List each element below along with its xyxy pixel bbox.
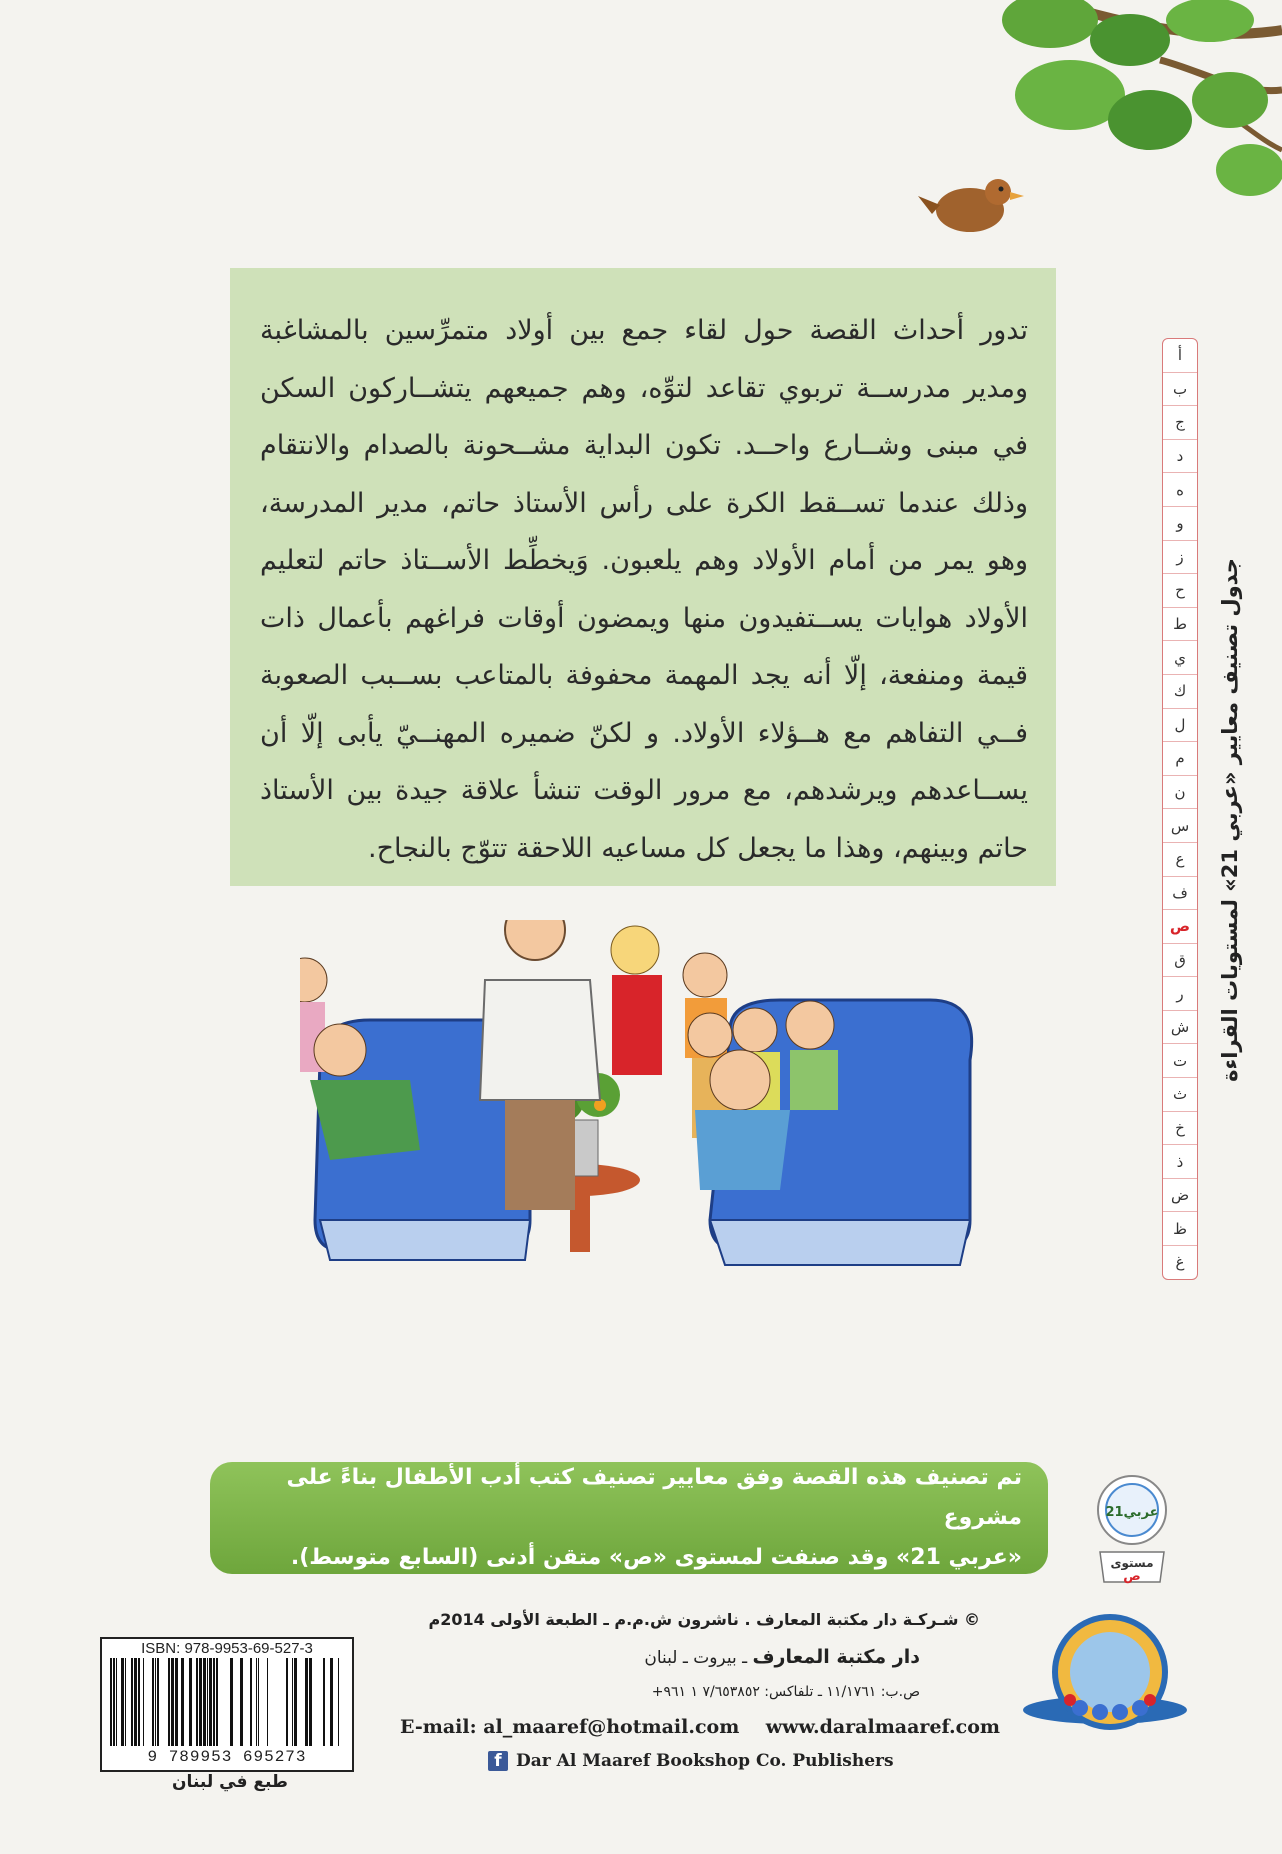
tree-branch-illustration xyxy=(820,0,1282,260)
barcode-bar xyxy=(134,1658,137,1746)
bird-icon xyxy=(918,179,1024,232)
badge-label: مستوى xyxy=(1110,1556,1154,1570)
barcode-bar xyxy=(286,1658,288,1746)
reading-level-letter: ي xyxy=(1163,641,1197,675)
badge-level: ص xyxy=(1123,1569,1141,1584)
reading-level-letter: و xyxy=(1163,507,1197,541)
reading-level-letter: ر xyxy=(1163,977,1197,1011)
pobox-line: ص.ب: ١١/١٧٦١ ـ تلفاكس: ٧/٦٥٣٨٥٢ ١ ٩٦١+ xyxy=(651,1684,920,1700)
reading-level-letter: ب xyxy=(1163,373,1197,407)
reading-level-strip xyxy=(1162,338,1198,1280)
reading-level-letter: ك xyxy=(1163,675,1197,709)
barcode-bar xyxy=(143,1658,144,1746)
facebook-icon: f xyxy=(488,1751,508,1771)
reading-level-letter: ت xyxy=(1163,1044,1197,1078)
barcode-bar xyxy=(152,1658,154,1746)
barcode-bar xyxy=(110,1658,112,1746)
website-link[interactable]: www.daralmaaref.com xyxy=(765,1716,1000,1738)
contact-line xyxy=(400,1716,1000,1738)
barcode-bar xyxy=(157,1658,159,1746)
barcode-bar xyxy=(240,1658,243,1746)
barcode-bar xyxy=(199,1658,202,1746)
cover-illustration xyxy=(300,920,980,1420)
barcode-bar xyxy=(230,1658,233,1746)
badge-brand: عربي21 xyxy=(1105,1505,1159,1520)
barcode-bar xyxy=(213,1658,215,1746)
reading-level-letter: ج xyxy=(1163,406,1197,440)
barcode-bar xyxy=(256,1658,257,1746)
publisher-logo xyxy=(1010,1600,1190,1750)
reading-level-letter: ذ xyxy=(1163,1145,1197,1179)
barcode-bar xyxy=(113,1658,115,1746)
copyright-line: © شـركـة دار مكتبة المعارف . ناشرون ش.م.م ـ الطبعة الأولى 2014م xyxy=(428,1610,980,1629)
publisher-name: دار مكتبة المعارف xyxy=(752,1646,920,1668)
classification-line-1: تم تصنيف هذه القصة وفق معايير تصنيف كتب أدب الأطفال بناءً على مشروع xyxy=(286,1465,1022,1530)
barcode-bar xyxy=(189,1658,192,1746)
barcode-bar xyxy=(267,1658,268,1746)
barcode-bar xyxy=(309,1658,312,1746)
reading-level-letter: د xyxy=(1163,440,1197,474)
barcode-bar xyxy=(125,1658,126,1746)
barcode-bar xyxy=(116,1658,117,1746)
classification-banner xyxy=(210,1462,1048,1574)
publisher-location: ـ بيروت ـ لبنان xyxy=(644,1648,748,1668)
barcode-bar xyxy=(196,1658,198,1746)
barcode-bar xyxy=(203,1658,206,1746)
reading-level-letter: ه xyxy=(1163,473,1197,507)
barcode-bar xyxy=(323,1658,325,1746)
barcode-number: 9 789953 695273 xyxy=(147,1748,307,1766)
barcode-bar xyxy=(338,1658,339,1746)
email-link[interactable]: al_maaref@hotmail.com xyxy=(483,1716,740,1738)
reading-level-letter: خ xyxy=(1163,1112,1197,1146)
barcode-bar xyxy=(168,1658,170,1746)
reading-level-letter: ث xyxy=(1163,1078,1197,1112)
email-label: E-mail: xyxy=(400,1716,477,1738)
barcode-bar xyxy=(292,1658,293,1746)
barcode-bar xyxy=(258,1658,259,1746)
barcode-bar xyxy=(171,1658,174,1746)
reading-level-letter: ش xyxy=(1163,1011,1197,1045)
reading-level-letter: ع xyxy=(1163,843,1197,877)
reading-level-letter: ف xyxy=(1163,877,1197,911)
reading-level-letter: م xyxy=(1163,742,1197,776)
reading-level-letter: غ xyxy=(1175,1253,1185,1272)
reading-level-letter: ق xyxy=(1163,944,1197,978)
printed-in-label: طبع في لبنان xyxy=(172,1772,288,1792)
reading-level-letter: س xyxy=(1163,809,1197,843)
reading-level-letter: ن xyxy=(1163,776,1197,810)
barcode-bar xyxy=(181,1658,184,1746)
barcode-bar xyxy=(175,1658,178,1746)
facebook-line[interactable] xyxy=(488,1751,988,1771)
isbn-text: ISBN: 978-9953-69-527-3 xyxy=(141,1640,313,1657)
classification-line-2: «عربي 21» وقد صنفت لمستوى «ص» متقن أدنى (السابع متوسط). xyxy=(290,1545,1022,1570)
barcode-bar xyxy=(294,1658,297,1746)
barcode-bar xyxy=(138,1658,140,1746)
publisher-name-line xyxy=(380,1646,920,1668)
synopsis-text: تدور أحداث القصة حول لقاء جمع بين أولاد متمرِّسين بالمشاغبة ومدير مدرســة تربوي تقاعد لتوِّه، وهم جميعهم يتشــاركون السكن في مبنى وشــارع واحــد. تكون البداية مشــحونة بالصدام والانتقام وذلك عندما تســقط الكرة على رأس الأستاذ حاتم، مدير المدرسة، وهو يمر من أمام الأولاد وهم يلعبون. وَيخطِّط الأســتاذ حاتم لتعليم الأولاد هوايات يســتفيدون منها ويمضون أوقات فراغهم بأعمال ذات قيمة ومنفعة، إلّا أنه يجد المهمة محفوفة بالمتاعب بســبب الصعوبة فــي التفاهم مع هــؤلاء الأولاد. و لكنّ ضميره المهنــيّ يأبى إلّا أن يســاعدهم ويرشدهم، مع مرور الوقت تنشأ علاقة جيدة بين الأستاذ حاتم وبينهم، وهذا ما يجعل كل مساعيه اللاحقة تتوّج بالنجاح. xyxy=(260,315,1028,864)
barcode-icon xyxy=(108,1658,346,1746)
reading-level-title: جدول تصنيف معايير «عربي 21» لمستويات القراءة xyxy=(1218,558,1243,1082)
barcode-bar xyxy=(305,1658,308,1746)
reading-level-letter: ح xyxy=(1163,574,1197,608)
barcode-bar xyxy=(155,1658,156,1746)
barcode-bar xyxy=(209,1658,212,1746)
barcode-bar xyxy=(216,1658,218,1746)
reading-level-title-container xyxy=(1206,560,1254,1080)
barcode-bar xyxy=(121,1658,124,1746)
reading-level-letter: أ xyxy=(1163,339,1197,373)
barcode-bar xyxy=(131,1658,133,1746)
barcode-bar xyxy=(207,1658,208,1746)
reading-level-letter: ل xyxy=(1163,709,1197,743)
reading-level-letter: ط xyxy=(1163,608,1197,642)
reading-level-letter: ض xyxy=(1163,1179,1197,1213)
facebook-page-name: Dar Al Maaref Bookshop Co. Publishers xyxy=(516,1751,894,1771)
synopsis-box xyxy=(230,268,1056,886)
reading-level-letter: ظ xyxy=(1163,1212,1197,1246)
reading-level-letter: ز xyxy=(1163,541,1197,575)
reading-level-letter: ص xyxy=(1163,910,1197,944)
barcode-bar xyxy=(330,1658,333,1746)
barcode-bar xyxy=(250,1658,252,1746)
